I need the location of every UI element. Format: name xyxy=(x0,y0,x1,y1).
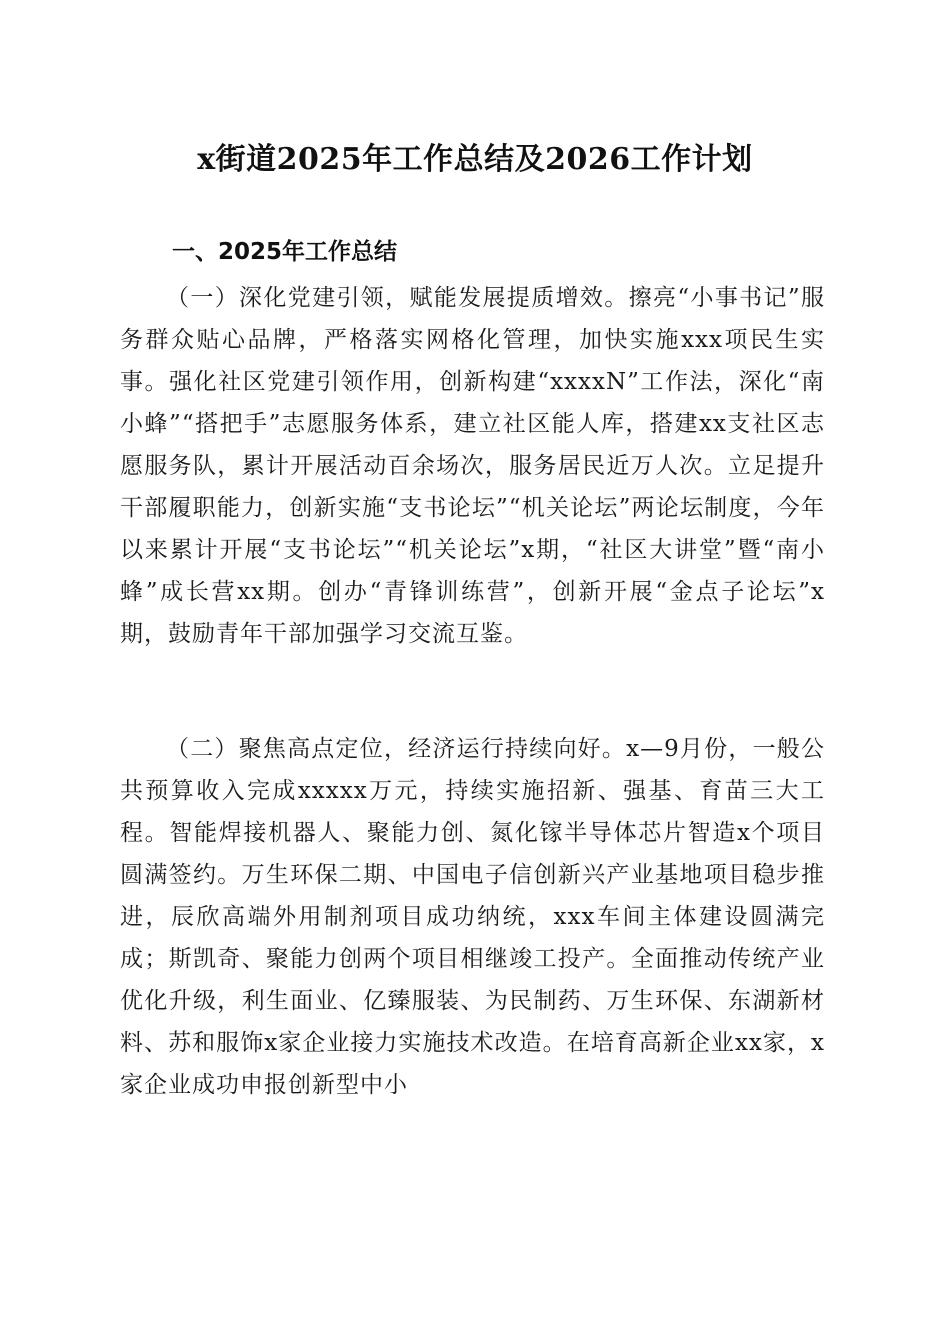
paragraph-party-building: （一）深化党建引领，赋能发展提质增效。擦亮“小事书记”服务群众贴心品牌，严格落实网格化管理，加快实施xxx项民生实事。强化社区党建引领作用，创新构建“xxxxN”工作法，深化“南小蜂”“搭把手”志愿服务体系，建立社区能人库，搭建xx支社区志愿服务队，累计开展活动百余场次，服务居民近万人次。立足提升干部履职能力，创新实施“支书论坛”“机关论坛”两论坛制度，今年以来累计开展“支书论坛”“机关论坛”x期，“社区大讲堂”暨“南小蜂”成长营xx期。创办“青锋训练营”，创新开展“金点子论坛”x期，鼓励青年干部加强学习交流互鉴。 xyxy=(120,285,825,647)
paragraph-economy: （二）聚焦高点定位，经济运行持续向好。x—9月份，一般公共预算收入完成xxxxx万元，持续实施招新、强基、育苗三大工程。智能焊接机器人、聚能力创、氮化镓半导体芯片智造x个项目圆满签约。万生环保二期、中国电子信创新兴产业基地项目稳步推进，辰欣高端外用制剂项目成功纳统，xxx车间主体建设圆满完成；斯凯奇、聚能力创两个项目相继竣工投产。全面推动传统产业优化升级，利生面业、亿臻服装、为民制药、万生环保、东湖新材料、苏和服饰x家企业接力实施技术改造。在培育高新企业xx家，x家企业成功申报创新型中小 xyxy=(120,736,825,1098)
section-heading: 一、2025年工作总结 xyxy=(172,239,398,265)
document-title: x街道2025年工作总结及2026工作计划 xyxy=(197,142,753,177)
